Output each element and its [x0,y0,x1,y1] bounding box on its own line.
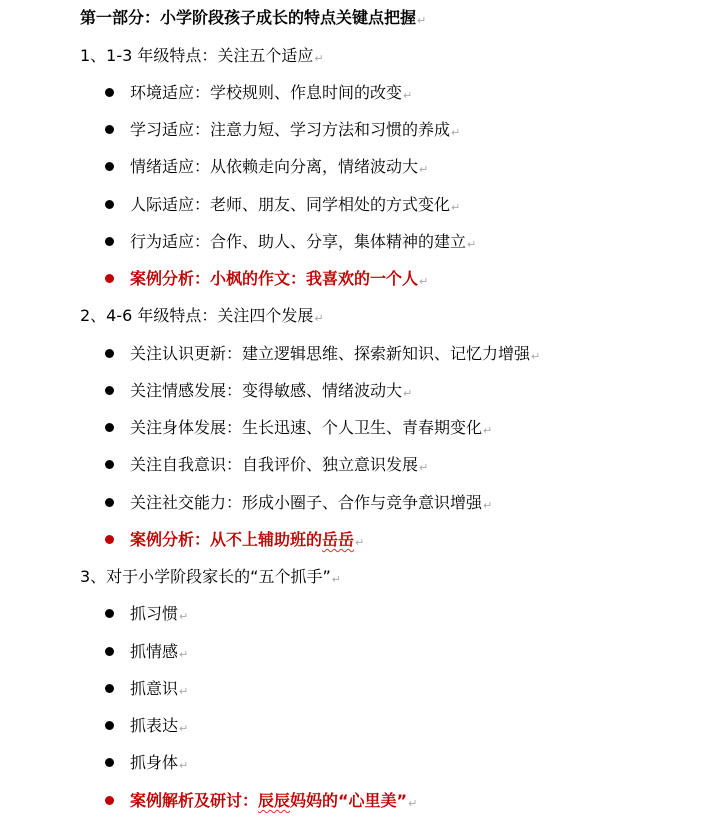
case-analysis-text: 案例解析及研讨： [130,791,259,810]
paragraph-mark-icon: ↵ [331,573,341,586]
list-item [105,712,188,740]
paragraph-mark-icon: ↵ [355,536,365,549]
paragraph-mark-icon: ↵ [417,14,427,27]
bullet-icon [105,684,114,693]
section-heading-3 [80,563,341,591]
list-item-text: 抓表达 [130,716,179,735]
case-analysis-item [105,526,364,554]
list-item [105,228,476,256]
case-analysis-text-suffix: 妈妈的“心里美” [290,791,408,810]
list-item-text: 人际适应：老师、朋友、同学相处的方式变化 [130,195,451,214]
spellcheck-flagged-text: 岳岳 [322,530,355,549]
list-item-text: 情绪适应：从依赖走向分离，情绪波动大 [130,157,419,176]
bullet-icon [105,237,114,246]
bullet-icon [105,796,114,805]
list-item-text: 行为适应：合作、助人、分享，集体精神的建立 [130,232,467,251]
list-item-text: 关注自我意识：自我评价、独立意识发展 [130,455,419,474]
case-analysis-item [105,787,417,815]
section-heading-text: 3、对于小学阶段家长的“五个抓手” [80,567,331,586]
bullet-icon [105,758,114,767]
bullet-icon [105,460,114,469]
paragraph-mark-icon: ↵ [419,275,429,288]
bullet-icon [105,609,114,618]
list-item-text: 抓情感 [130,642,179,661]
list-item-text: 抓身体 [130,753,179,772]
paragraph-mark-icon: ↵ [179,722,189,735]
paragraph-mark-icon: ↵ [483,424,493,437]
section-heading-text: 1、1-3 年级特点：关注五个适应 [80,46,314,65]
bullet-icon [105,535,114,544]
list-item-text: 学习适应：注意力短、学习方法和习惯的养成 [130,120,451,139]
list-item-text: 关注社交能力：形成小圈子、合作与竞争意识增强 [130,493,483,512]
list-item [105,638,188,666]
section-heading-text: 2、4-6 年级特点：关注四个发展 [80,306,314,325]
paragraph-mark-icon: ↵ [403,387,413,400]
list-item [105,451,428,479]
spellcheck-flagged-text: 辰辰 [258,791,291,810]
list-item-text: 环境适应：学校规则、作息时间的改变 [130,83,403,102]
bullet-icon [105,349,114,358]
bullet-icon [105,88,114,97]
paragraph-mark-icon: ↵ [403,89,413,102]
paragraph-mark-icon: ↵ [408,797,418,810]
title-text: 第一部分：小学阶段孩子成长的特点关键点把握 [80,8,417,27]
paragraph-mark-icon: ↵ [467,238,477,251]
paragraph-mark-icon: ↵ [179,648,189,661]
paragraph-mark-icon: ↵ [451,201,461,214]
list-item [105,489,492,517]
list-item [105,377,412,405]
paragraph-mark-icon: ↵ [419,163,429,176]
list-item-text: 关注身体发展：生长迅速、个人卫生、青春期变化 [130,418,483,437]
paragraph-mark-icon: ↵ [179,610,189,623]
bullet-icon [105,386,114,395]
bullet-icon [105,162,114,171]
paragraph-mark-icon: ↵ [314,52,324,65]
document-title [80,4,426,32]
list-item-text: 关注认识更新：建立逻辑思维、探索新知识、记忆力增强 [130,344,531,363]
paragraph-mark-icon: ↵ [314,312,324,325]
paragraph-mark-icon: ↵ [179,685,189,698]
list-item [105,153,428,181]
list-item [105,116,460,144]
bullet-icon [105,721,114,730]
paragraph-mark-icon: ↵ [483,499,493,512]
bullet-icon [105,423,114,432]
list-item [105,749,188,777]
bullet-icon [105,274,114,283]
bullet-icon [105,647,114,656]
list-item-text: 关注情感发展：变得敏感、情绪波动大 [130,381,403,400]
list-item [105,414,492,442]
section-heading-1 [80,42,324,70]
bullet-icon [105,200,114,209]
case-analysis-item [105,265,428,293]
case-analysis-text: 案例分析：从不上辅助班的 [130,530,323,549]
list-item [105,600,188,628]
bullet-icon [105,498,114,507]
paragraph-mark-icon: ↵ [451,126,461,139]
list-item [105,191,460,219]
list-item-text: 抓习惯 [130,604,179,623]
paragraph-mark-icon: ↵ [179,759,189,772]
list-item [105,675,188,703]
list-item [105,340,540,368]
list-item-text: 抓意识 [130,679,179,698]
list-item [105,79,412,107]
paragraph-mark-icon: ↵ [531,350,541,363]
section-heading-2 [80,302,324,330]
case-analysis-text: 案例分析：小枫的作文：我喜欢的一个人 [130,269,419,288]
bullet-icon [105,125,114,134]
paragraph-mark-icon: ↵ [419,461,429,474]
